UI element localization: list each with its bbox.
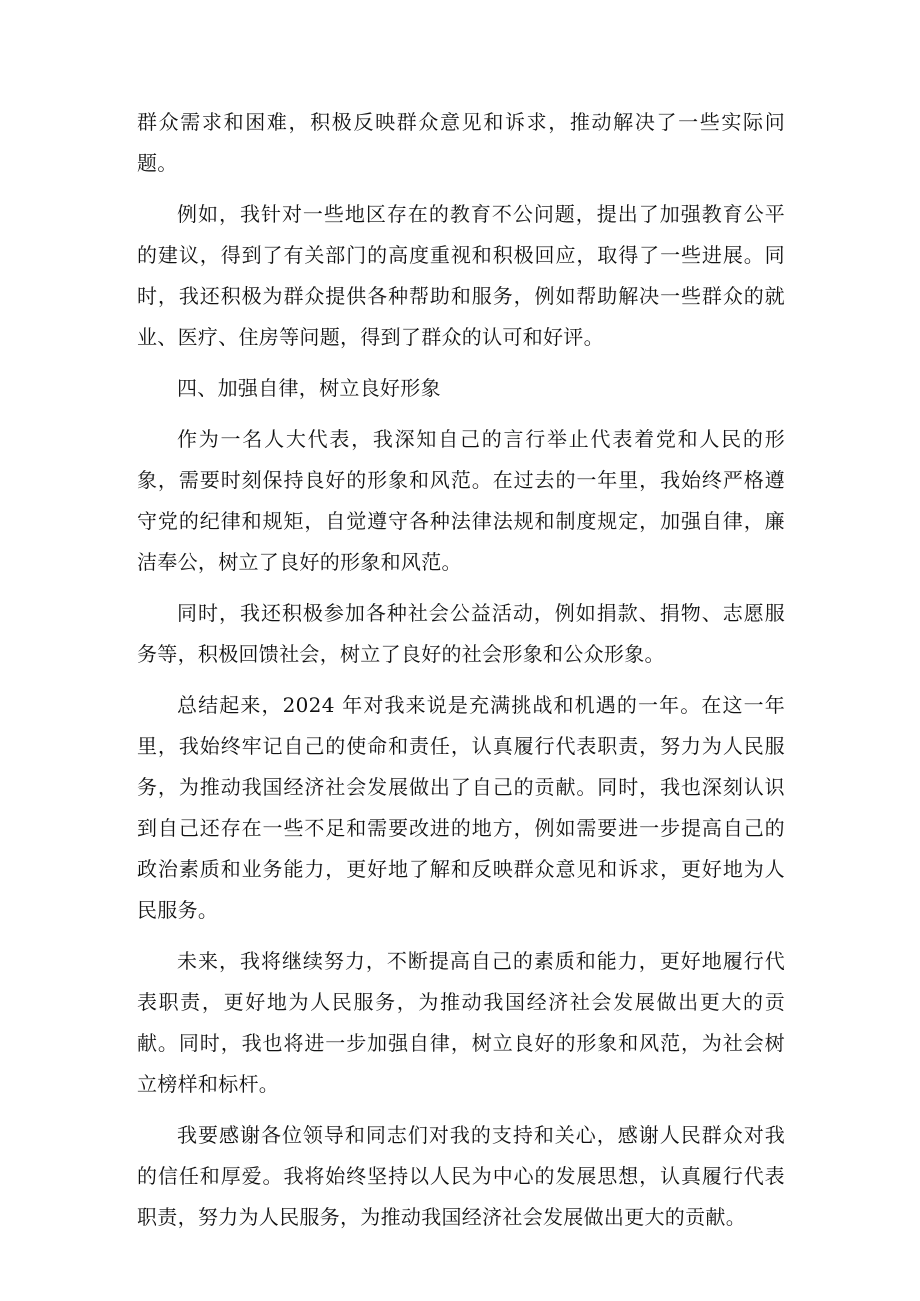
document-body	[137, 102, 785, 1248]
paragraph-future: 未来，我将继续努力，不断提高自己的素质和能力，更好地履行代表职责，更好地为人民服务，为推动我国经济社会发展做出更大的贡献。同时，我也将进一步加强自律，树立良好的形象和风范，为社会树立榜样和标杆。	[137, 949, 785, 1096]
paragraph-education-example: 例如，我针对一些地区存在的教育不公问题，提出了加强教育公平的建议，得到了有关部门的高度重视和积极回应，取得了一些进展。同时，我还积极为群众提供各种帮助和服务，例如帮助解决一些群众的就业、医疗、住房等问题，得到了群众的认可和好评。	[137, 202, 785, 349]
paragraph-continuation: 群众需求和困难，积极反映群众意见和诉求，推动解决了一些实际问题。	[137, 110, 785, 175]
section-heading-self-discipline: 四、加强自律，树立良好形象	[177, 376, 441, 400]
paragraph-thanks: 我要感谢各位领导和同志们对我的支持和关心，感谢人民群众对我的信任和厚爱。我将始终坚持以人民为中心的发展思想，认真履行代表职责，努力为人民服务，为推动我国经济社会发展做出更大的贡献。	[137, 1123, 785, 1229]
paragraph-representative-image: 作为一名人大代表，我深知自己的言行举止代表着党和人民的形象，需要时刻保持良好的形象和风范。在过去的一年里，我始终严格遵守党的纪律和规矩，自觉遵守各种法律法规和制度规定，加强自律，廉洁奉公，树立了良好的形象和风范。	[137, 427, 785, 574]
paragraph-summary: 总结起来，2024 年对我来说是充满挑战和机遇的一年。在这一年里，我始终牢记自己的使命和责任，认真履行代表职责，努力为人民服务，为推动我国经济社会发展做出了自己的贡献。同时，我也深刻认识到自己还存在一些不足和需要改进的地方，例如需要进一步提高自己的政治素质和业务能力，更好地了解和反映群众意见和诉求，更好地为人民服务。	[137, 693, 785, 922]
paragraph-public-welfare: 同时，我还积极参加各种社会公益活动，例如捐款、捐物、志愿服务等，积极回馈社会，树立了良好的社会形象和公众形象。	[137, 601, 785, 666]
